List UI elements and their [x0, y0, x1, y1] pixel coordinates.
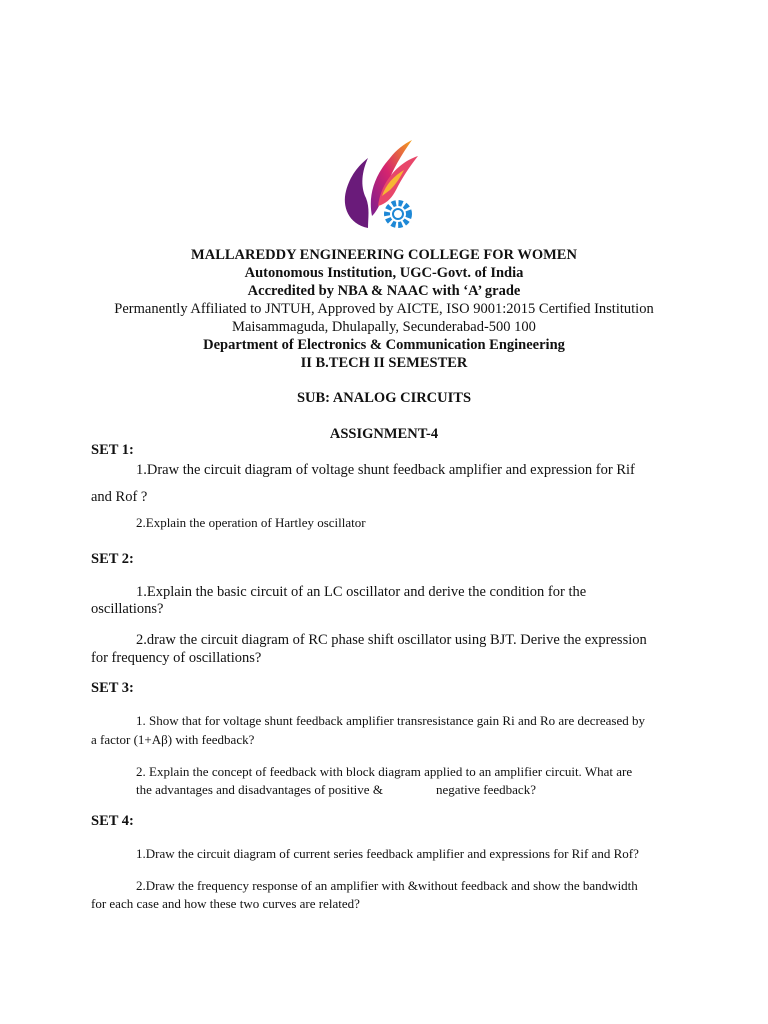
set-1-q1-line1: 1.Draw the circuit diagram of voltage shunt feedback amplifier and expression for Rif: [136, 462, 635, 478]
set-2-title: SET 2:: [91, 551, 134, 567]
set-3-q1-line1: 1. Show that for voltage shunt feedback amplifier transresistance gain Ri and Ro are decreased by: [136, 713, 645, 728]
set-4-title: SET 4:: [91, 813, 134, 829]
set-2-q1-line2: oscillations?: [91, 601, 164, 617]
set-2-q1-line1: 1.Explain the basic circuit of an LC oscillator and derive the condition for the: [136, 584, 587, 600]
department-line: Department of Electronics & Communication Engineering: [203, 337, 565, 353]
set-3-q2-line2b: negative feedback?: [436, 782, 536, 797]
set-2-q2-line1: 2.draw the circuit diagram of RC phase shift oscillator using BJT. Derive the expression: [136, 632, 647, 648]
affiliation-line: Permanently Affiliated to JNTUH, Approved by AICTE, ISO 9001:2015 Certified Institution: [114, 301, 654, 317]
autonomous-line: Autonomous Institution, UGC-Govt. of India: [244, 265, 524, 281]
assignment-title: ASSIGNMENT-4: [329, 426, 439, 442]
subject-line: SUB: ANALOG CIRCUITS: [296, 390, 472, 406]
set-4-q1: 1.Draw the circuit diagram of current series feedback amplifier and expressions for Rif and Rof?: [136, 846, 639, 861]
set-3-q2-line1: 2. Explain the concept of feedback with block diagram applied to an amplifier circuit. What are: [136, 764, 633, 779]
set-2-q2-line2: for frequency of oscillations?: [91, 650, 262, 666]
set-1-q2: 2.Explain the operation of Hartley oscillator: [136, 515, 366, 530]
semester-line: II B.TECH II SEMESTER: [300, 355, 468, 371]
college-logo: [338, 136, 420, 236]
set-1-title: SET 1:: [91, 442, 134, 458]
college-name: MALLAREDDY ENGINEERING COLLEGE FOR WOMEN: [191, 247, 577, 263]
accreditation-line: Accredited by NBA & NAAC with ‘A’ grade: [247, 283, 521, 299]
set-3-q1-line2: a factor (1+Aβ) with feedback?: [91, 732, 255, 747]
address-line: Maisammaguda, Dhulapally, Secunderabad-500 100: [232, 319, 536, 335]
set-3-title: SET 3:: [91, 680, 134, 696]
set-4-q2-line1: 2.Draw the frequency response of an amplifier with &without feedback and show the bandwidth: [136, 878, 638, 893]
set-4-q2-line2: for each case and how these two curves are related?: [91, 896, 360, 911]
set-3-q2-line2a: the advantages and disadvantages of positive &: [136, 782, 383, 797]
set-1-q1-line2: and Rof ?: [91, 489, 148, 505]
